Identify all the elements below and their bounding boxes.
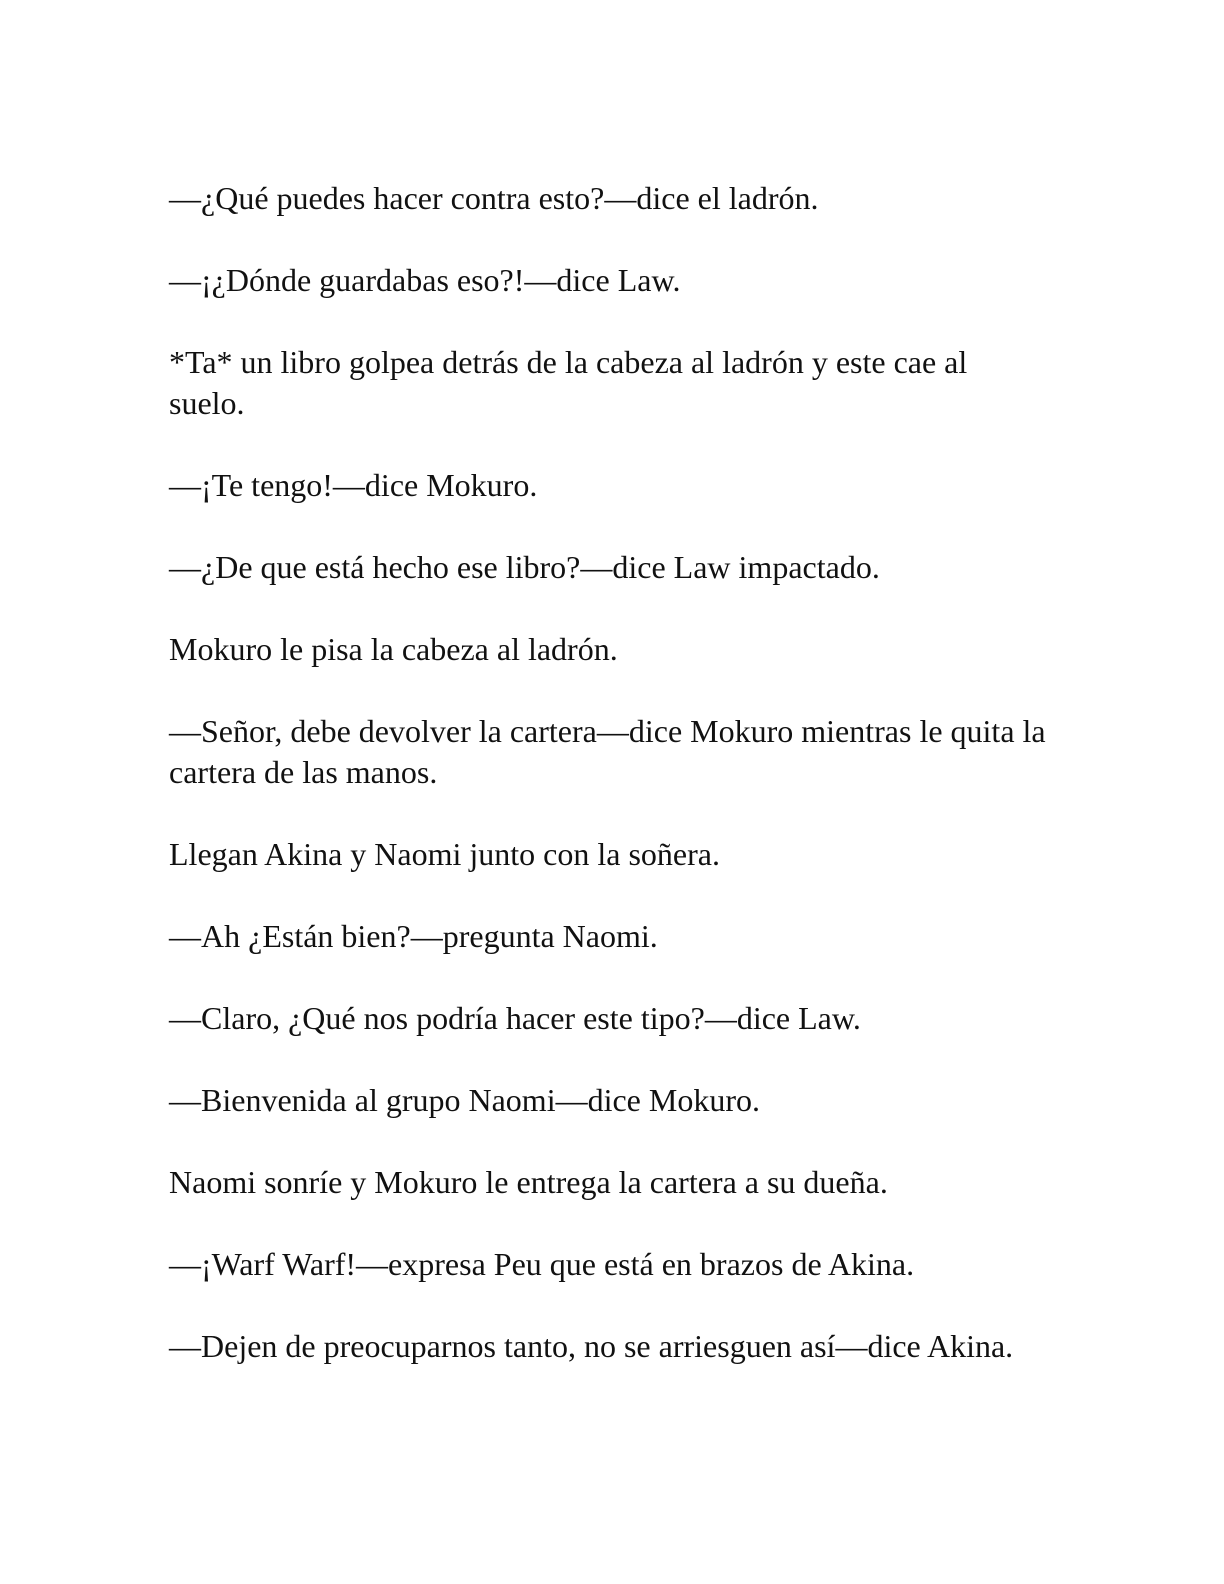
paragraph: Llegan Akina y Naomi junto con la soñera.	[169, 836, 720, 872]
paragraph: *Ta* un libro golpea detrás de la cabeza al ladrón y este cae al suelo.	[169, 344, 968, 421]
paragraph: —¡¿Dónde guardabas eso?!—dice Law.	[169, 262, 681, 298]
paragraph: —Ah ¿Están bien?—pregunta Naomi.	[169, 918, 658, 954]
body-text	[169, 178, 1049, 1408]
paragraph: —¿De que está hecho ese libro?—dice Law impactado.	[169, 549, 880, 585]
paragraph: Naomi sonríe y Mokuro le entrega la cartera a su dueña.	[169, 1164, 888, 1200]
paragraph: —¿Qué puedes hacer contra esto?—dice el ladrón.	[169, 180, 819, 216]
paragraph: —¡Warf Warf!—expresa Peu que está en brazos de Akina.	[169, 1246, 915, 1282]
paragraph: Mokuro le pisa la cabeza al ladrón.	[169, 631, 618, 667]
paragraph: —Claro, ¿Qué nos podría hacer este tipo?—dice Law.	[169, 1000, 861, 1036]
paragraph: —Bienvenida al grupo Naomi—dice Mokuro.	[169, 1082, 760, 1118]
paragraph: —Señor, debe devolver la cartera—dice Mokuro mientras le quita la cartera de las manos.	[169, 713, 1046, 790]
paragraph: —¡Te tengo!—dice Mokuro.	[169, 467, 538, 503]
paragraph: —Dejen de preocuparnos tanto, no se arriesguen así—dice Akina.	[169, 1328, 1014, 1364]
